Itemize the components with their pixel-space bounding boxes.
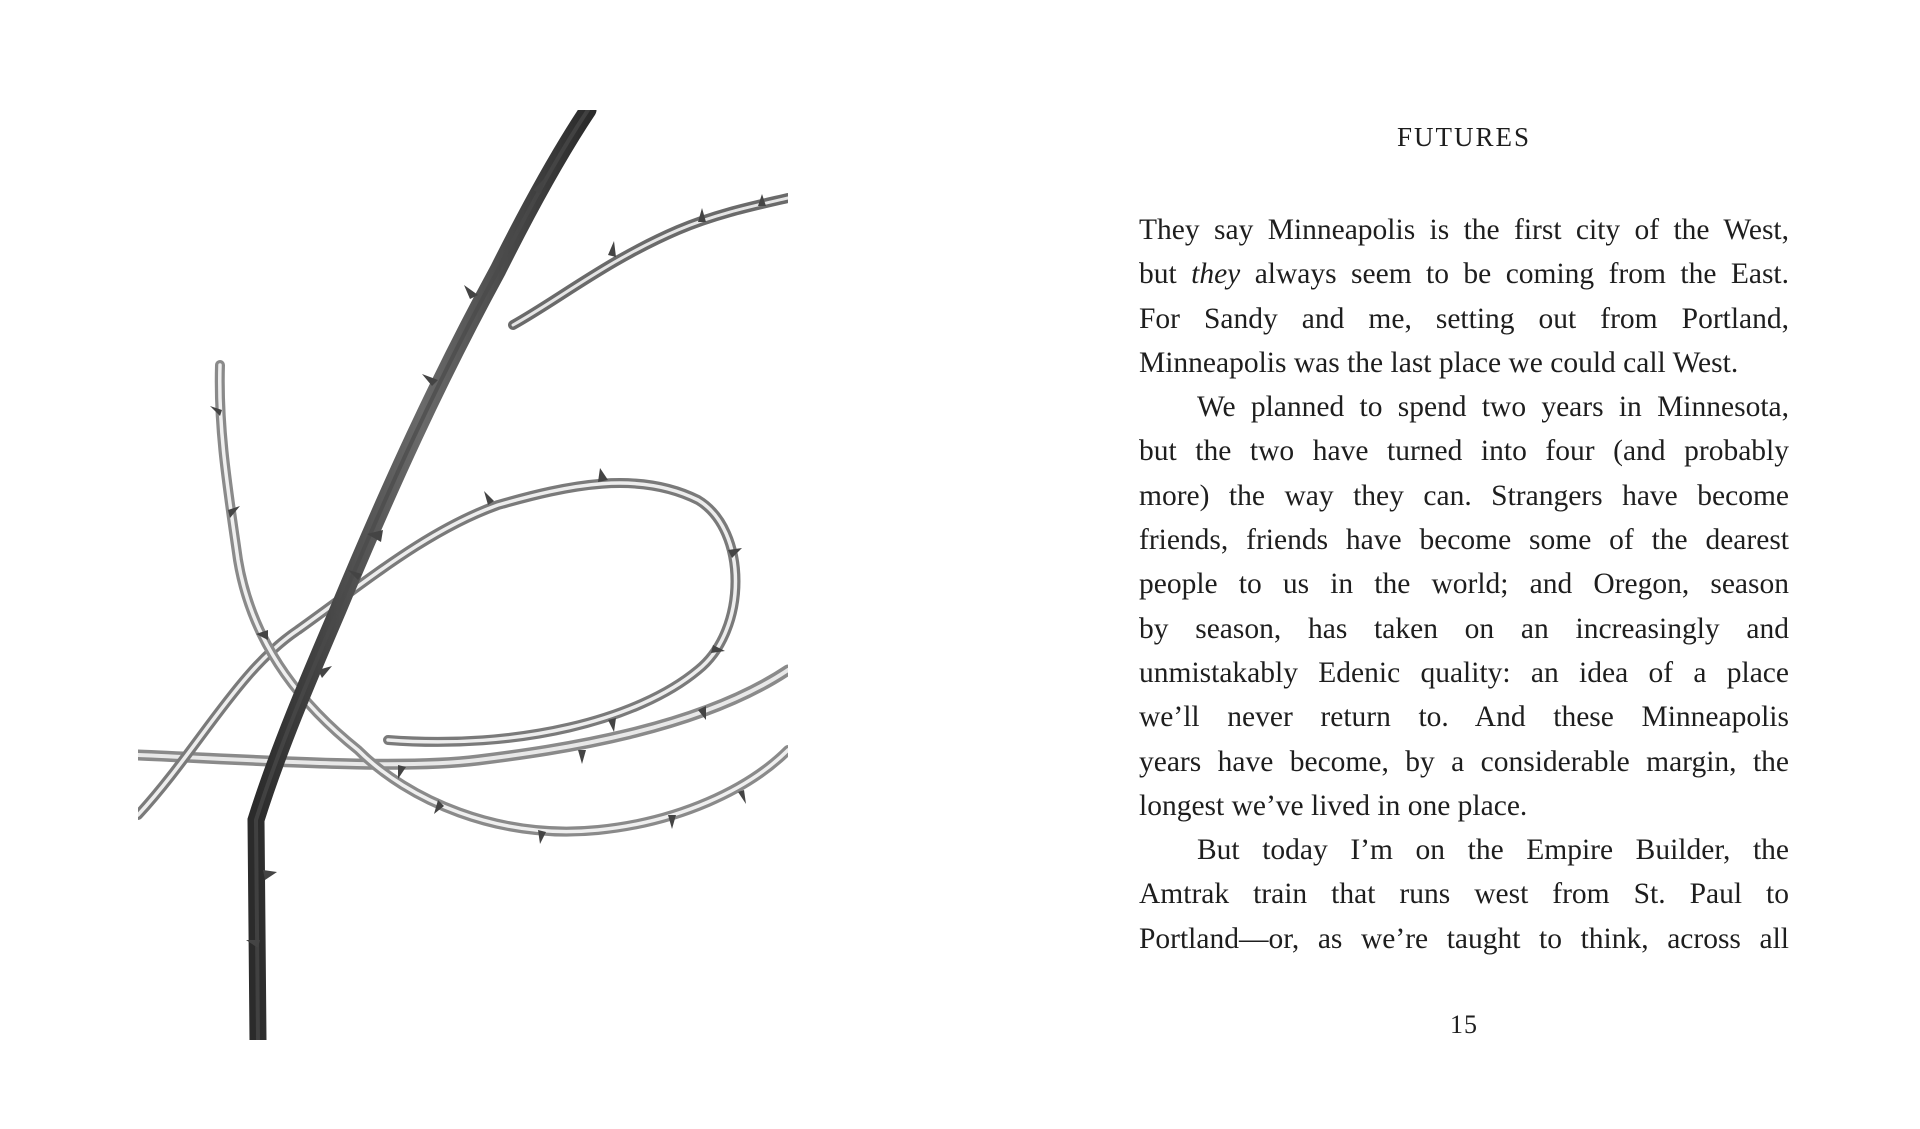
text-line: longest we’ve lived in one place.	[1139, 789, 1528, 822]
text-line: But today I’m on the Empire Builder, the	[1197, 834, 1789, 867]
text-page	[1139, 110, 1789, 1050]
paragraph-2	[1139, 385, 1789, 828]
text-line: Minneapolis was the last place we could call West.	[1139, 346, 1739, 379]
chapter-title: FUTURES	[1396, 122, 1532, 152]
italic-emphasis: they	[1191, 258, 1241, 291]
text-line: by season, has taken on an increasingly and	[1139, 612, 1789, 645]
text-line: friends, friends have become some of the dearest	[1139, 524, 1789, 557]
paragraph-1	[1139, 208, 1789, 385]
text-line	[1139, 252, 1789, 296]
paragraph-3	[1139, 828, 1789, 961]
body-text	[1139, 208, 1789, 961]
page-number: 15	[1450, 1010, 1478, 1039]
text-run: but	[1139, 258, 1192, 291]
text-line: Portland—or, as we’re taught to think, across all	[1139, 922, 1789, 955]
text-line: They say Minneapolis is the first city of the West,	[1139, 214, 1789, 246]
text-line: we’ll never return to. And these Minneapolis	[1139, 701, 1789, 734]
text-line: but the two have turned into four (and probably	[1139, 435, 1789, 468]
text-line: For Sandy and me, setting out from Portland,	[1139, 302, 1789, 335]
text-line: years have become, by a considerable margin, the	[1139, 745, 1789, 778]
text-line: Amtrak train that runs west from St. Paul to	[1139, 878, 1789, 911]
text-run: always seem to be coming from the East.	[1240, 258, 1789, 291]
bramble-illustration	[138, 110, 788, 1040]
text-line: people to us in the world; and Oregon, season	[1139, 568, 1789, 601]
text-line: unmistakably Edenic quality: an idea of a place	[1139, 656, 1789, 689]
bramble-drawing	[138, 110, 788, 1040]
text-line: We planned to spend two years in Minnesota,	[1197, 391, 1789, 424]
text-line: more) the way they can. Strangers have become	[1139, 479, 1789, 512]
